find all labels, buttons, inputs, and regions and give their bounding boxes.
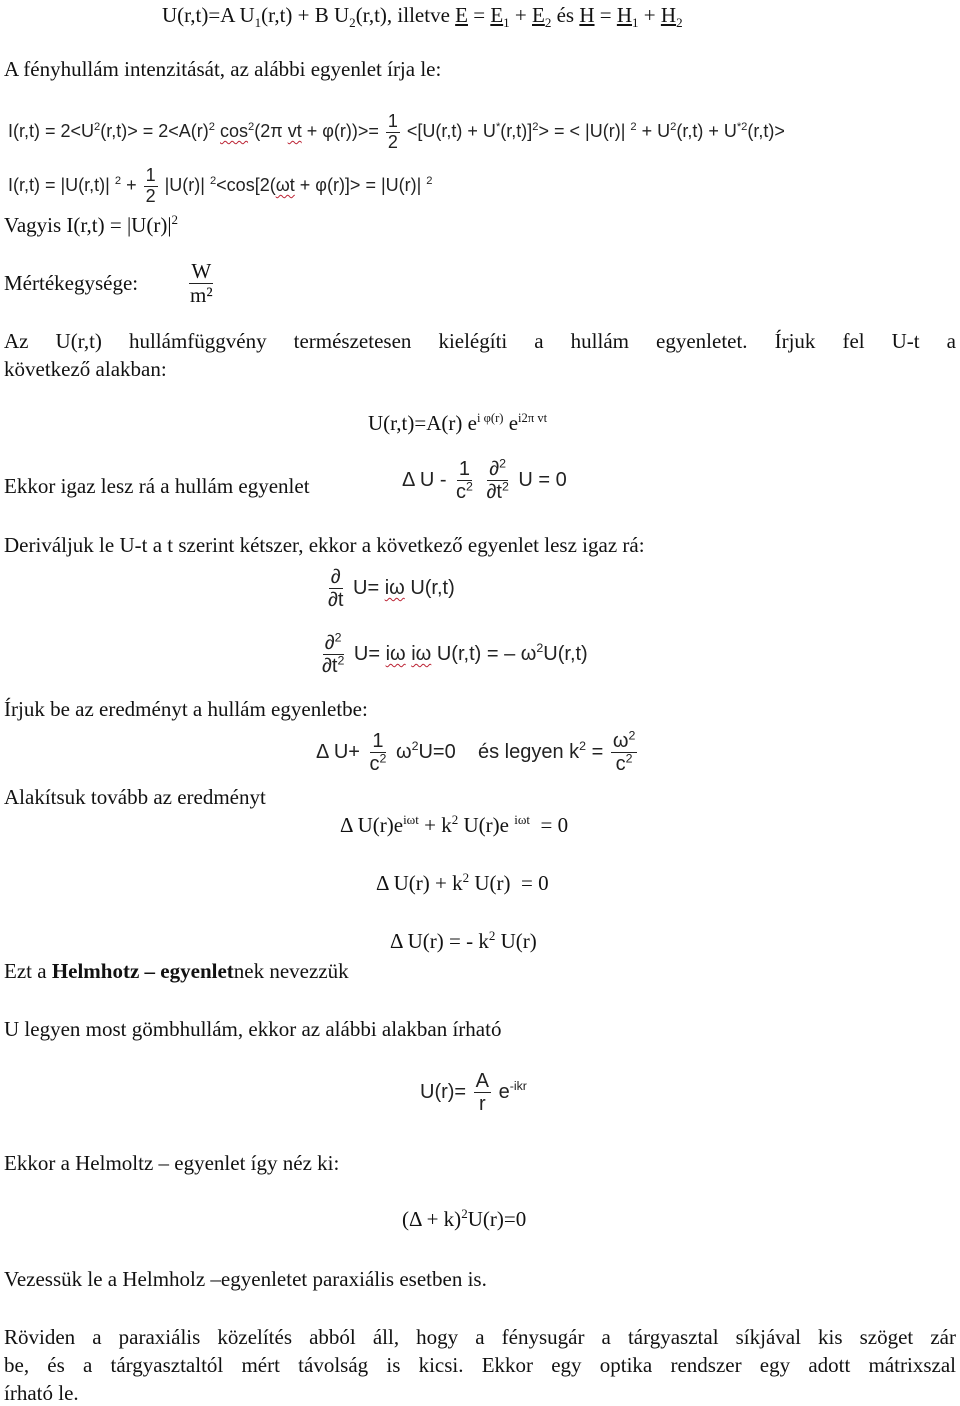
paraxial-intro: Vezessük le a Helmholz –egyenletet paraxiális esetben is.: [4, 1267, 487, 1291]
helmoltz-form-intro: Ekkor a Helmoltz – egyenlet így néz ki:: [4, 1151, 340, 1175]
intensity-equation-2: I(r,t) = |U(r,t)| $^2$ + $\frac{1}{2}$ |U(r)| $^2$<cos[2(ωt + φ(r)]> = |U(r)| $^2$: [8, 165, 433, 206]
unit-numerator: W: [191, 259, 212, 283]
u-form-equation: U(r,t)=A(r) $e^{i \varphi(r)}$ $e^{i2\pi vt}$: [368, 411, 548, 435]
substituted-equation: Δ U+ $\frac{1}{c^2}$ $\omega^2U=0$ és legyen $k^2$ = $\frac{\omega^2}{c^2}$: [316, 728, 636, 775]
helmholtz-derivation-2: Δ $U(r) + k^2$ U(r) = 0: [376, 870, 549, 895]
superposition-line: U(r,t)=A $U_1(r,t) + B$ $U_2(r,t)$, illetve $E = E_1 + E_2$ és $H = H_1 + H_2$: [162, 3, 683, 31]
wave-equation: Δ U - $\frac{1}{c^2}$ $\frac{\partial^2}{\partial t^2}$ U = 0: [402, 456, 567, 503]
helmholtz-compact-equation: $(\Delta + k)^2U(r)=0$: [402, 1206, 527, 1231]
helmholtz-derivation-1: Δ $U(r)e^{i\omega t} + k^2$ U(r)e $^{i\omega t}$ = 0: [340, 812, 569, 837]
derivative-intro: Deriváljuk le U-t a t szerint kétszer, ekkor a következő egyenlet lesz igaz rá:: [4, 533, 645, 557]
paraxial-paragraph-line-3: írható le.: [4, 1381, 79, 1405]
spherical-wave-intro: U legyen most gömbhullám, ekkor az alábbi alakban írható: [4, 1017, 502, 1041]
transform-intro: Alakítsuk tovább az eredményt: [4, 785, 266, 809]
egyenlet-term: egyenlet: [160, 959, 234, 983]
intensity-intro: A fényhullám intenzitását, az alábbi egyenlet írja le:: [4, 57, 442, 81]
wave-paragraph-line-1: Az U(r,t) hullámfüggvény természetesen kielégíti a hullám egyenletet. Írjuk fel U-t a: [4, 329, 956, 353]
intensity-equation-1: $I(r,t) = 2<U^2(r,t)> = 2<A(r)^2$ $\cos^2(2\pi$ vt + φ(r))>= $\frac{1}{2}$ $<[U(r,t) + U^*(r,t)]^2>$ = < |U(r)| $^2 + U^2(r,t) + U^{*2}(r,t)>$: [8, 111, 785, 152]
vagyis-line: Vagyis $I(r,t) = |U(r)|^2$: [4, 212, 179, 237]
unit-denominator: m²: [190, 283, 213, 308]
paraxial-paragraph-line-1: Röviden a paraxiális közelítés abból áll, hogy a fénysugár a tárgyasztal síkjával kis szöget zár: [4, 1325, 956, 1349]
first-derivative-equation: $\frac{\partial}{\partial t}$ U= iω U(r,t): [328, 566, 455, 611]
helmholtz-derivation-3: Δ U(r) = - $k^2$ U(r): [390, 928, 537, 953]
unit-label: Mértékegysége:: [4, 271, 139, 295]
wave-equation-label: Ekkor igaz lesz rá a hullám egyenlet: [4, 474, 310, 498]
unit-fraction: [186, 260, 217, 307]
helmholtz-name-line: Ezt a Helmhotz – egyenletnek nevezzük: [4, 959, 349, 983]
helmhotz-term: Helmhotz: [51, 959, 140, 983]
substitute-intro: Írjuk be az eredményt a hullám egyenletbe:: [4, 697, 368, 721]
spherical-wave-equation: U(r)= $\frac{A}{r}$ $e^{-ikr}$: [420, 1070, 527, 1115]
second-derivative-equation: $\frac{\partial^2}{\partial t^2}$ U= iω iω U(r,t) = – $\omega^2U(r,t)$: [322, 630, 588, 677]
wave-paragraph-line-2: következő alakban:: [4, 357, 167, 381]
paraxial-paragraph-line-2: be, és a tárgyasztaltól mért távolság is kicsi. Ekkor egy optika rendszer egy adott mátrixszal: [4, 1353, 956, 1377]
